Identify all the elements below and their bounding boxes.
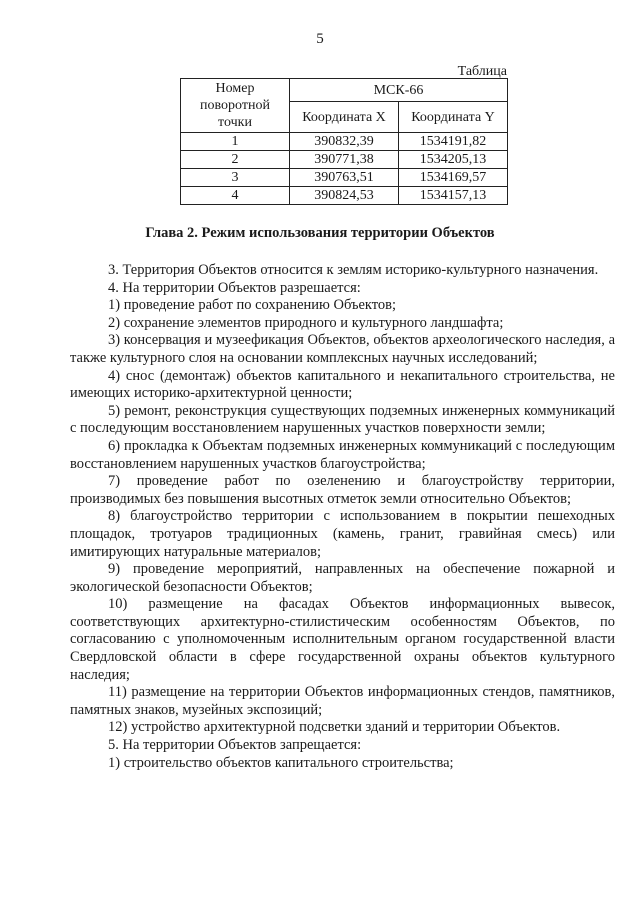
- table-caption: Таблица: [457, 64, 507, 79]
- paragraph: 4. На территории Объектов разрешается:: [108, 279, 361, 296]
- point-number: 4: [181, 187, 290, 205]
- paragraph: 4) снос (демонтаж) объектов капитального и некапитального строительства, не имеющих историко-архитектурной ценности;: [70, 367, 615, 402]
- body-text: [70, 262, 615, 772]
- paragraph: 6) прокладка к Объектам подземных инженерных коммуникаций с последующим восстановлением нарушенных участков благоустройства;: [70, 437, 615, 472]
- coordinate-y: 1534169,57: [399, 169, 508, 187]
- paragraph: 8) благоустройство территории с использованием в покрытии пешеходных площадок, тротуаров традиционных (камень, гранит, гравийная смесь) или имитирующих натуральные материалов;: [70, 508, 615, 560]
- paragraph: 1) проведение работ по сохранению Объектов;: [108, 297, 397, 314]
- paragraph: 1) строительство объектов капитального строительства;: [108, 754, 454, 771]
- table-row: [181, 151, 508, 169]
- paragraph: 3) консервация и музеефикация Объектов, объектов археологического наследия, а также культурного слоя на основании комплексных научных исследований;: [70, 332, 615, 366]
- coordinate-x: 390763,51: [290, 169, 399, 187]
- header-coordinate-x: Координата X: [290, 102, 399, 133]
- point-number: 3: [181, 169, 290, 187]
- paragraph: 2) сохранение элементов природного и культурного ландшафта;: [108, 314, 504, 331]
- page-number: 5: [316, 31, 324, 47]
- coordinate-y: 1534191,82: [399, 133, 508, 151]
- coordinate-y: 1534157,13: [399, 187, 508, 205]
- chapter-title: Глава 2. Режим использования территории Объектов: [145, 225, 495, 241]
- coordinate-x: 390771,38: [290, 151, 399, 169]
- header-point-number: Номер поворотной точки: [181, 79, 290, 133]
- paragraph: 5) ремонт, реконструкция существующих подземных инженерных коммуникаций с последующим восстановлением нарушенных участков поверхности земли;: [70, 402, 615, 437]
- paragraph: 3. Территория Объектов относится к землям историко-культурного назначения.: [108, 262, 599, 278]
- header-coordinate-y: Координата Y: [399, 102, 508, 133]
- table-row: [181, 169, 508, 187]
- paragraph: 11) размещение на территории Объектов информационных стендов, памятников, памятных знаков, музейных экспозиций;: [70, 684, 615, 718]
- table-row: [181, 187, 508, 205]
- point-number: 1: [181, 133, 290, 151]
- point-number: 2: [181, 151, 290, 169]
- header-coordinate-system: МСК-66: [290, 79, 508, 102]
- coordinate-x: 390832,39: [290, 133, 399, 151]
- paragraph: 5. На территории Объектов запрещается:: [108, 737, 362, 754]
- coordinate-y: 1534205,13: [399, 151, 508, 169]
- table-row: [181, 133, 508, 151]
- coordinates-table: [180, 78, 508, 205]
- paragraph: 9) проведение мероприятий, направленных на обеспечение пожарной и экологической безопасности Объектов;: [70, 561, 615, 595]
- paragraph: 12) устройство архитектурной подсветки зданий и территории Объектов.: [108, 719, 561, 736]
- coordinate-x: 390824,53: [290, 187, 399, 205]
- paragraph: 7) проведение работ по озеленению и благоустройству территории, производимых без повышения высотных отметок земли относительно Объектов;: [70, 473, 615, 507]
- paragraph: 10) размещение на фасадах Объектов информационных вывесок, соответствующих архитектурно-стилистическим особенностям Объектов, по согласованию с уполномоченным исполнительным органом государственной власти Свердловской области в сфере государственной охраны объектов культурного наследия;: [70, 596, 615, 683]
